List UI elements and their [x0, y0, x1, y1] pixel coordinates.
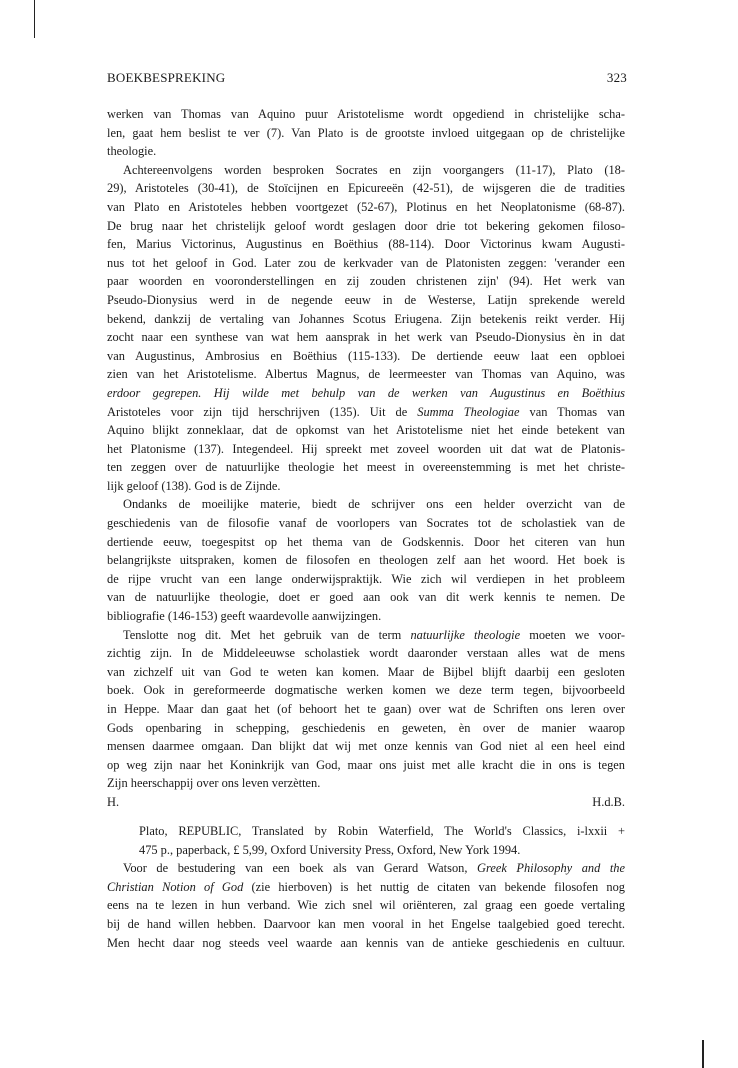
section-title: BOEKBESPREKING — [107, 70, 226, 85]
bibliographic-heading: 475 p., paperback, £ 5,99, Oxford University Press, Oxford, New York 1994. — [139, 842, 521, 857]
text-line: zien van het Aristotelisme. Albertus Magnus, de leermeester van Thomas van Aquino, was — [107, 367, 625, 382]
text-line: zocht naar een synthese van wat hem aansprak in het werk van Pseudo-Dionysius èn in dat — [107, 330, 625, 345]
text-line: eens na te lezen in hun verband. Wie zich snel wil oriënteren, zal graag een goede vertaling — [107, 898, 625, 913]
text-fragment: Voor de bestudering van een boek als van Gerard Watson, — [123, 861, 478, 876]
text-line: lijk geloof (138). God is de Zijnde. — [107, 478, 281, 493]
signature-left: H. — [107, 794, 120, 809]
text-line: fen, Marius Victorinus, Augustinus en Boëthius (88-114). Door Victorinus kwam Augusti- — [107, 237, 625, 252]
book-title-italic: Summa Theologiae — [417, 404, 520, 419]
text-line: bekend, dankzij de vertaling van Johannes Scotus Eriugena. Zijn betekenis reikt verder. Hij — [107, 311, 625, 326]
text-line: in Heppe. Maar dan gaat het (of behoort het te gaan) over wat de Schriften ons leren over — [107, 702, 625, 716]
text-line — [107, 403, 625, 422]
text-line: mensen daarmee omgaan. Dan blijkt dat wij met onze kennis van God niet al een heel eind — [107, 739, 625, 754]
text-fragment: van Thomas van — [519, 404, 625, 419]
book-title-italic: Christian Notion of God — [107, 879, 244, 894]
text-line — [107, 859, 625, 878]
text-fragment: (zie hierboven) is het nuttig de citaten van bekende filosofen nog — [243, 879, 625, 894]
text-line: ten zeggen over de natuurlijke theologie het meest in overeenstemming is met het christe- — [107, 460, 625, 475]
margin-rule-right — [702, 1040, 704, 1068]
text-line: paar woorden en vooronderstellingen en zij zouden christenen zijn' (94). Het werk van — [107, 274, 625, 289]
text-fragment: Tenslotte nog dit. Met het gebruik van de term — [123, 627, 411, 642]
text-line: De brug naar het christelijk geloof wordt geslagen door drie tot bekering gekomen filoso- — [107, 218, 625, 233]
text-line: de rijpe vrucht van een lange onderwijspraktijk. Wie zich wil verdiepen in het probleem — [107, 571, 625, 586]
bibliographic-heading: Plato, REPUBLIC, Translated by Robin Waterfield, The World's Classics, i-lxxii + — [139, 824, 625, 838]
text-line: van zichzelf uit van God te weten kan komen. Maar de Bijbel blijft daarbij een gesloten — [107, 664, 625, 679]
text-line: bij de hand willen hebben. Daarvoor kan men vooral in het Engelse taalgebied goed terecht. — [107, 916, 625, 931]
text-line: boek. Ook in gereformeerde dogmatische werken komen we deze term tegen, bijvoorbeeld — [107, 683, 625, 698]
signature-row — [107, 793, 625, 812]
text-line: geschiedenis van de filosofie vanaf de voorlopers van Socrates tot de scholastiek van de — [107, 516, 625, 531]
margin-rule-left — [34, 0, 35, 38]
text-line: Men hecht daar nog steeds veel waarde aan kennis van de antieke geschiedenis en cultuur. — [107, 935, 625, 950]
text-fragment: Aristoteles voor zijn tijd herschrijven (135). Uit de — [107, 404, 418, 419]
text-line: van de natuurlijke theologie, doet er goed aan ook van dit werk kennis te nemen. De — [107, 590, 625, 605]
text-line: Ondanks de moeilijke materie, biedt de schrijver ons een helder overzicht van de — [123, 497, 625, 512]
second-review — [107, 822, 625, 952]
text-line: theologie. — [107, 144, 157, 159]
book-title-italic: Greek Philosophy and the — [477, 861, 626, 876]
text-line: dertiende eeuw, toegespitst op het thema van de Godskennis. Door het citeren van hun — [107, 534, 625, 549]
text-line: bibliografie (146-153) geeft waardevolle aanwijzingen. — [107, 609, 382, 624]
text-line: nus tot het geloof in God. Later zou de kerkvader van de Platonisten zeggen: 'verander een — [107, 255, 625, 270]
text-line-italic — [107, 384, 625, 403]
text-line: Zijn heerschappij over ons leven verzètten. — [107, 776, 321, 791]
text-line: van Augustinus, Ambrosius en Boëthius (115-133). De dertiende eeuw laat een opbloei — [107, 348, 625, 363]
text-line: zichtig zijn. In de Middeleeuwse scholastiek wordt daaronder verstaan alles wat de mens — [107, 646, 625, 661]
text-line — [107, 878, 625, 897]
term-italic: natuurlijke theologie — [410, 627, 521, 642]
text-line: Pseudo-Dionysius werd in de negende eeuw in de Westerse, Latijn sprekende wereld — [107, 292, 625, 307]
text-line: Aquino blijkt zonneklaar, dat de opkomst van het Aristotelisme niet het einde betekent van — [107, 423, 625, 438]
text-line: werken van Thomas van Aquino puur Aristotelisme wordt opgediend in christelijke scha- — [107, 107, 625, 121]
italic-quote: erdoor gegrepen. Hij wilde met behulp van de werken van Augustinus en Boëthius — [107, 385, 625, 400]
signature-right: H.d.B. — [592, 794, 625, 809]
text-line — [107, 626, 625, 645]
review-body — [107, 105, 625, 812]
text-line: Achtereenvolgens worden besproken Socrates en zijn voorgangers (11-17), Plato (18- — [123, 162, 625, 177]
text-line: 29), Aristoteles (30-41), de Stoïcijnen en Epicureeën (42-51), de wijsgeren die de tradities — [107, 181, 625, 196]
text-line: Gods openbaring in schepping, geschiedenis en geweten, èn over de manier waarop — [107, 720, 625, 735]
text-fragment: moeten we voor- — [520, 627, 626, 642]
text-line: op weg zijn naar het Koninkrijk van God, maar ons juist met alle kracht die in ons is tegen — [107, 757, 625, 772]
text-line: len, gaat hem beslist te ver (7). Van Plato is de grootste invloed uitgegaan op de christelijke — [107, 125, 625, 140]
page-number: 323 — [606, 70, 627, 85]
text-line: belangrijkste uitspraken, komen de filosofen en theologen zelf aan het woord. Het boek is — [107, 553, 625, 568]
text-line: het Platonisme (137). Integendeel. Hij spreekt met zoveel woorden uit dat wat de Platonis- — [107, 441, 625, 456]
text-line: van Plato en Aristoteles hebben voortgezet (52-67), Plotinus en het Neoplatonisme (68-87). — [107, 199, 625, 214]
